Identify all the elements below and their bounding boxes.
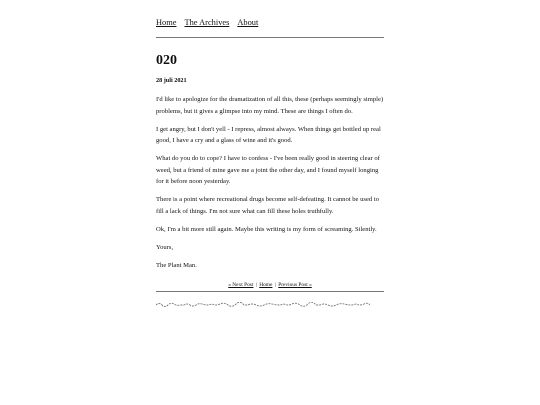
header-divider xyxy=(156,37,384,38)
pager-home-link[interactable]: Home xyxy=(259,282,273,288)
top-nav xyxy=(156,18,384,28)
previous-post-link[interactable]: Previous Post » xyxy=(278,282,312,288)
footer-decoration xyxy=(156,302,370,307)
post-body xyxy=(156,94,384,271)
page-container xyxy=(156,0,384,307)
nav-about-link[interactable]: About xyxy=(237,18,259,27)
post-date: 28 juli 2021 xyxy=(156,77,187,84)
post-title: 020 xyxy=(156,53,177,68)
nav-archives-link[interactable]: The Archives xyxy=(184,18,230,27)
pager-separator: | xyxy=(255,282,257,288)
pager-separator: | xyxy=(274,282,276,288)
post-signoff: Yours, xyxy=(156,243,174,251)
footer-divider xyxy=(156,291,384,292)
next-post-link[interactable]: « Next Post xyxy=(228,282,254,288)
post-paragraph: There is a point where recreational drugs become self-defeating. It cannot be used to fill a lack of things. I'm not sure what can fill these holes truthfully. xyxy=(156,196,379,215)
post-signature: The Plant Man. xyxy=(156,261,197,269)
scribble-line-icon xyxy=(156,302,370,307)
post-paragraph: Ok, I'm a bit more still again. Maybe this writing is my form of screaming. Silently. xyxy=(156,225,377,233)
post-paragraph: I'd like to apologize for the dramatization of all this, these (perhaps seemingly simple) problems, but it gives a glimpse into my mind. These are things I often do. xyxy=(156,96,384,115)
post-paragraph: What do you do to cope? I have to confess - I've been really good in steering clear of weed, but a friend of mine gave me a joint the other day, and I found myself longing for it before noon yesterday. xyxy=(156,155,380,185)
post-pager xyxy=(156,281,384,289)
nav-home-link[interactable]: Home xyxy=(156,18,177,27)
post-paragraph: I get angry, but I don't yell - I repress, almost always. When things get bottled up real good, I have a cry and a glass of wine and it's good. xyxy=(156,125,381,144)
